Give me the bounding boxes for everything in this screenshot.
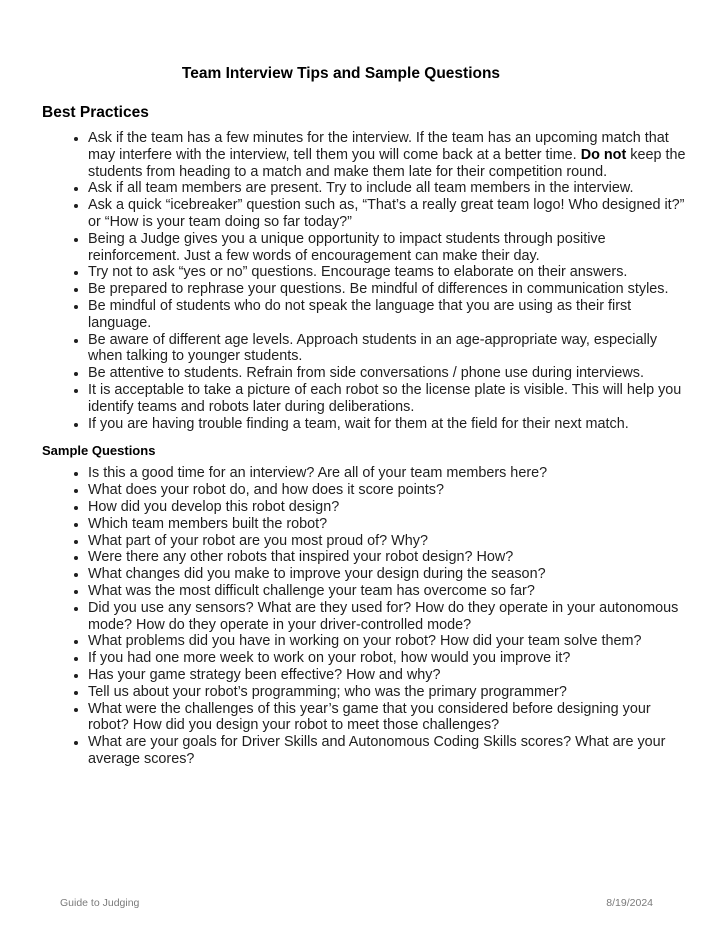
bullet-item — [88, 197, 692, 231]
bullet-item — [88, 416, 692, 433]
bullet-text: Be aware of different age levels. Approach students in an age-appropriate way, especially when talking to younger students. — [88, 331, 658, 365]
bullet-text: Has your game strategy been effective? How and why? — [88, 666, 441, 683]
bullet-item — [88, 482, 692, 499]
bullet-text: What were the challenges of this year’s game that you considered before designing your robot? How did you design your robot to meet those challenges? — [88, 700, 651, 734]
bullet-item — [88, 382, 692, 416]
bullet-text: Were there any other robots that inspired your robot design? How? — [88, 549, 514, 566]
bullet-item — [88, 499, 692, 516]
section-sample-questions — [42, 442, 692, 767]
footer-date: 8/19/2024 — [606, 897, 653, 909]
best-practices-heading: Best Practices — [42, 104, 149, 121]
bullet-text: Which team members built the robot? — [88, 515, 328, 532]
footer-document-name: Guide to Judging — [60, 897, 140, 909]
bullet-text: Did you use any sensors? What are they used for? How do they operate in your autonomous mode? How do they operate in your driver-controlled mode? — [88, 599, 679, 633]
bullet-text: What part of your robot are you most proud of? Why? — [88, 532, 428, 549]
bullet-item — [88, 583, 692, 600]
bullet-text: If you had one more week to work on your robot, how would you improve it? — [88, 650, 571, 667]
bullet-item — [88, 298, 692, 332]
bullet-text-bold: Do not — [580, 146, 627, 163]
bullet-text: keep the students from heading to a match and make them late for their competition round. — [88, 146, 686, 180]
bullet-item — [88, 180, 692, 197]
bullet-item — [88, 549, 692, 566]
page-title: Team Interview Tips and Sample Questions — [181, 65, 501, 82]
bullet-item — [88, 701, 692, 735]
bullet-text: What problems did you have in working on your robot? How did your team solve them? — [88, 633, 642, 650]
bullet-item — [88, 332, 692, 366]
bullet-item — [88, 734, 692, 768]
bullet-text: Be mindful of students who do not speak the language that you are using as their first language. — [88, 297, 632, 331]
bullet-item — [88, 650, 692, 667]
bullet-text: What changes did you make to improve your design during the season? — [88, 566, 546, 583]
sample-questions-heading: Sample Questions — [42, 443, 156, 459]
best-practices-list — [42, 130, 692, 432]
bullet-item — [88, 684, 692, 701]
bullet-text: It is acceptable to take a picture of each robot so the license plate is visible. This will help you identify teams and robots later during deliberations. — [88, 381, 682, 415]
bullet-text: Be attentive to students. Refrain from side conversations / phone use during interviews. — [88, 365, 644, 382]
bullet-item — [88, 281, 692, 298]
bullet-item — [88, 633, 692, 650]
bullet-text: Ask if the team has a few minutes for the interview. If the team has an upcoming match that may interfere with the interview, tell them you will come back at a better time. — [88, 130, 669, 163]
bullet-text: Ask a quick “icebreaker” question such as, “That’s a really great team logo! Who designed it?” or “How is your team doing so far today?” — [88, 197, 685, 230]
bullet-text: What does your robot do, and how does it score points? — [88, 482, 444, 499]
bullet-item — [88, 130, 692, 180]
bullet-item — [88, 465, 692, 482]
bullet-item — [88, 365, 692, 382]
bullet-text: Try not to ask “yes or no” questions. Encourage teams to elaborate on their answers. — [88, 264, 628, 281]
bullet-text: If you are having trouble finding a team, wait for them at the field for their next match. — [88, 415, 629, 432]
bullet-text: How did you develop this robot design? — [88, 498, 340, 515]
bullet-text: Tell us about your robot’s programming; who was the primary programmer? — [88, 683, 567, 700]
bullet-text: What was the most difficult challenge your team has overcome so far? — [88, 582, 535, 599]
bullet-text: Be prepared to rephrase your questions. Be mindful of differences in communication styles. — [88, 281, 669, 298]
sample-questions-list — [42, 465, 692, 767]
bullet-text: What are your goals for Driver Skills and Autonomous Coding Skills scores? What are your average scores? — [88, 734, 666, 767]
bullet-text: Is this a good time for an interview? Are all of your team members here? — [88, 465, 548, 482]
section-best-practices — [42, 103, 692, 432]
bullet-item — [88, 516, 692, 533]
bullet-item — [88, 566, 692, 583]
bullet-item — [88, 667, 692, 684]
bullet-text: Ask if all team members are present. Try to include all team members in the interview. — [88, 180, 634, 197]
bullet-item — [88, 533, 692, 550]
bullet-item — [88, 231, 692, 265]
bullet-item — [88, 600, 692, 634]
bullet-text: Being a Judge gives you a unique opportunity to impact students through positive reinforcement. Just a few words of encouragement can make their day. — [88, 230, 606, 264]
bullet-item — [88, 264, 692, 281]
page-footer — [60, 897, 653, 910]
